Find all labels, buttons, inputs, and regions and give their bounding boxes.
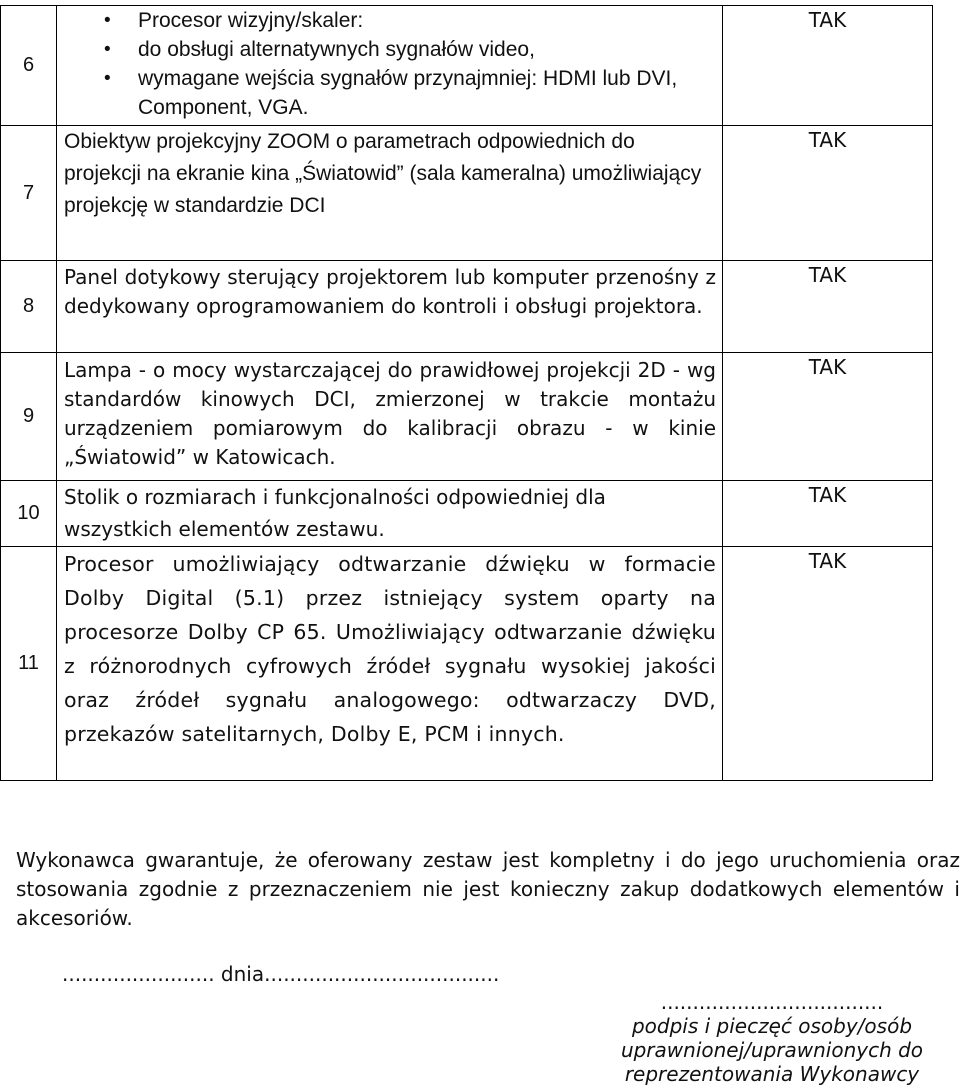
row-number: 6 bbox=[1, 6, 57, 126]
table-row bbox=[1, 126, 933, 261]
row-number: 7 bbox=[1, 126, 57, 261]
bullet-list bbox=[64, 6, 716, 122]
list-item: • Procesor wizyjny/skaler: bbox=[138, 6, 716, 35]
row-text: Lampa - o mocy wystarczającej do prawidłowej projekcji 2D - wg standardów kinowych DCI, zmierzonej w trakcie montażu urządzeniem pomiarowym do kalibracji obrazu - w kinie „Światowid” w Katowicach. bbox=[64, 358, 716, 469]
row-value: TAK bbox=[723, 126, 933, 261]
row-text: Procesor umożliwiający odtwarzanie dźwięku w formacie Dolby Digital (5.1) przez istniejący system oparty na procesorze Dolby CP 65. Umożliwiający odtwarzanie dźwięku z różnorodnych cyfrowych źródeł sygnału wysokiej jakości oraz źródeł sygnału analogowego: odtwarzaczy DVD, przekazów satelitarnych, Dolby E, PCM i innych. bbox=[64, 552, 716, 746]
row-number: 8 bbox=[1, 261, 57, 353]
signature-block bbox=[582, 990, 960, 1086]
signature-caption: podpis i pieczęć osoby/osób uprawnionej/uprawnionych do reprezentowania Wykonawcy bbox=[620, 1014, 924, 1086]
row-text: Panel dotykowy sterujący projektorem lub komputer przenośny z dedykowany oprogramowaniem do kontroli i obsługi projektora. bbox=[64, 265, 716, 318]
signature-dots: ................................... bbox=[660, 990, 884, 1014]
row-number: 9 bbox=[1, 353, 57, 481]
table-row bbox=[1, 547, 933, 781]
specification-table bbox=[0, 5, 933, 781]
row-number: 11 bbox=[1, 547, 57, 781]
row-description bbox=[57, 126, 723, 261]
row-description bbox=[57, 353, 723, 481]
row-description bbox=[57, 547, 723, 781]
list-item: • do obsługi alternatywnych sygnałów video, bbox=[138, 35, 716, 64]
row-text: Obiektyw projekcyjny ZOOM o parametrach odpowiednich do projekcji na ekranie kina „Światowid” (sala kameralna) umożliwiający projekcję w standardzie DCI bbox=[64, 130, 702, 217]
list-item: • wymagane wejścia sygnałów przynajmniej: HDMI lub DVI, Component, VGA. bbox=[138, 64, 716, 122]
row-value: TAK bbox=[723, 547, 933, 781]
row-value: TAK bbox=[723, 481, 933, 547]
table-row bbox=[1, 261, 933, 353]
row-description bbox=[57, 261, 723, 353]
row-number: 10 bbox=[1, 481, 57, 547]
contractor-statement: Wykonawca gwarantuje, że oferowany zestaw jest kompletny i do jego uruchomienia oraz stosowania zgodnie z przeznaczeniem nie jest konieczny zakup dodatkowych elementów i akcesoriów. bbox=[16, 848, 960, 930]
table-row bbox=[1, 6, 933, 126]
row-value: TAK bbox=[723, 261, 933, 353]
row-description bbox=[57, 481, 723, 547]
date-line: ........................ dnia..................................... bbox=[62, 962, 500, 986]
row-description bbox=[57, 6, 723, 126]
table-row bbox=[1, 353, 933, 481]
row-value: TAK bbox=[723, 353, 933, 481]
table-row bbox=[1, 481, 933, 547]
row-text: Stolik o rozmiarach i funkcjonalności odpowiedniej dla wszystkich elementów zestawu. bbox=[64, 485, 606, 541]
row-value: TAK bbox=[723, 6, 933, 126]
